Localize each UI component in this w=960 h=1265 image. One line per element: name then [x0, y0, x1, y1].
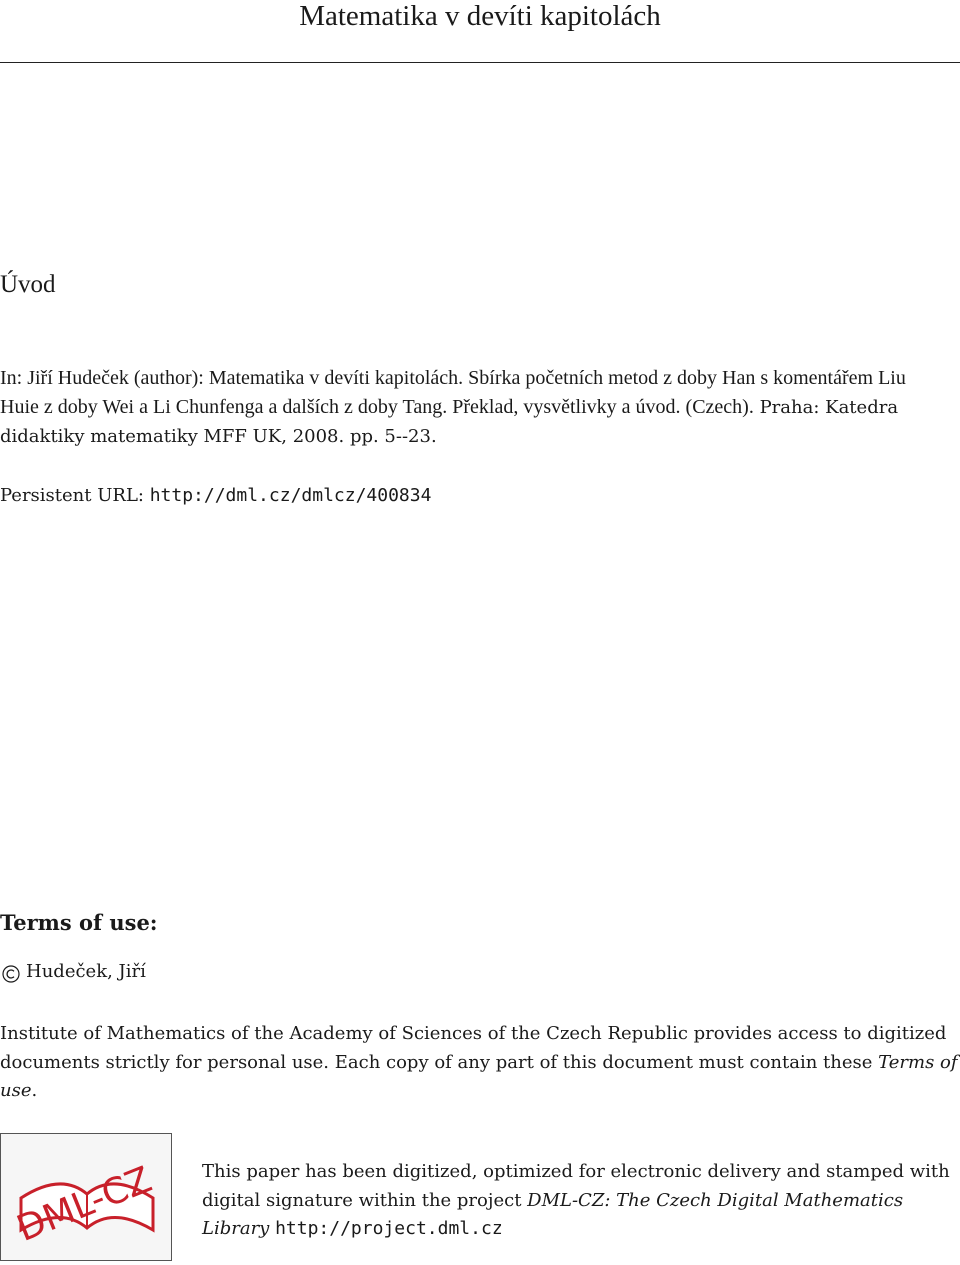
section-title: Úvod — [0, 271, 56, 298]
copyright-line — [0, 957, 146, 987]
terms-body-text: Institute of Mathematics of the Academy of Sciences of the Czech Republic provides access to digitized documents strictly for personal use. Each copy of any part of this document must contain these — [0, 1023, 947, 1073]
terms-of-use-link: Terms of use — [0, 1051, 958, 1101]
persistent-url-line — [0, 482, 431, 510]
copyright-icon — [2, 963, 20, 981]
persistent-url-label: Persistent URL: — [0, 485, 150, 506]
dml-cz-logo — [0, 1133, 172, 1261]
project-name: DML-CZ: The Czech Digital Mathematics Library — [202, 1189, 904, 1239]
digitization-text: This paper has been digitized, optimized for electronic delivery and stamped with digital signature within the project — [202, 1161, 950, 1211]
terms-body — [0, 1020, 960, 1106]
header-divider — [0, 62, 960, 63]
digitization-notice — [202, 1158, 952, 1244]
citation-suffix: Praha: Katedra didaktiky matematiky MFF UK, 2008. pp. 5--23. — [0, 396, 899, 447]
document-header-title: Matematika v devíti kapitolách — [299, 0, 661, 32]
citation-block — [0, 364, 940, 452]
citation-prefix: In: Jiří Hudeček (author): Matematika v devíti kapitolách. Sbírka početních metod z doby Han s komentářem Liu Huie z doby Wei a Li Chunfenga a dalších z doby Tang. Překlad, vysvětlivky a úvod. (Czech). — [0, 367, 906, 418]
copyright-holder: Hudeček, Jiří — [26, 961, 146, 982]
project-url-link[interactable]: http://project.dml.cz — [275, 1218, 503, 1239]
terms-heading: Terms of use: — [0, 910, 158, 935]
terms-end-punct: . — [31, 1080, 38, 1101]
dml-cz-logo-text: DML-CZ — [11, 1159, 158, 1251]
persistent-url-link[interactable]: http://dml.cz/dmlcz/400834 — [149, 485, 432, 506]
